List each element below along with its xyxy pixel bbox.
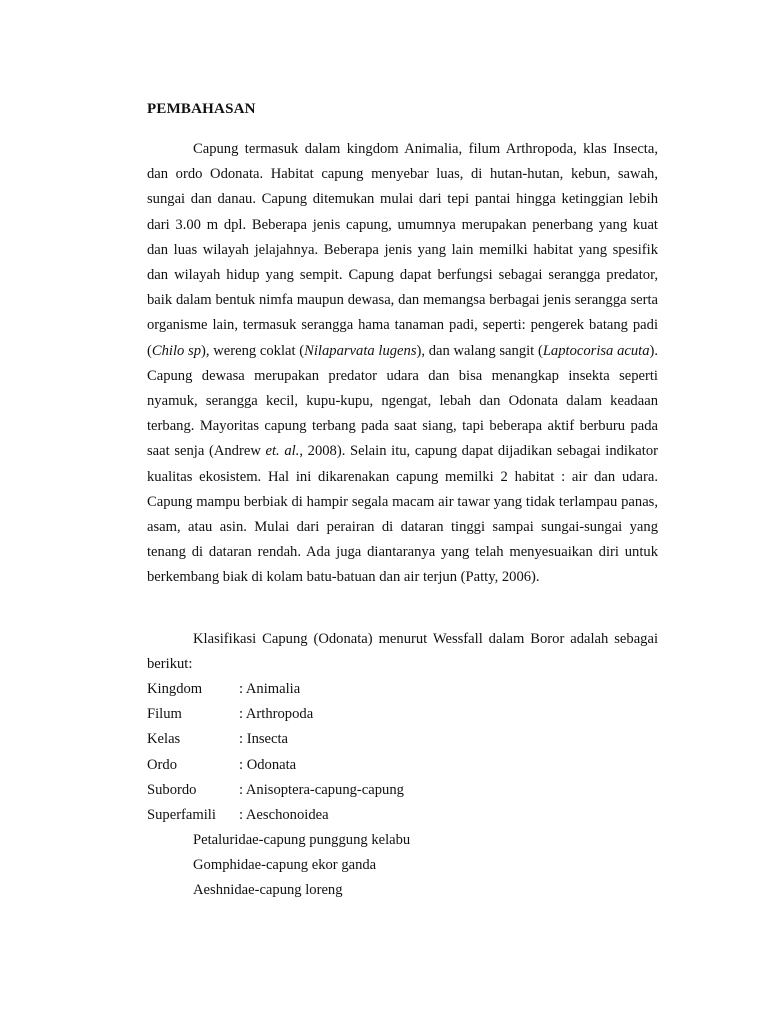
section-heading: PEMBAHASAN: [147, 101, 256, 117]
classification-value: : Aeschonoidea: [239, 806, 329, 823]
classification-row: [147, 803, 667, 828]
text-run: ). Capung dewasa merupakan predator udara dan bisa menangkap insekta seperti nyamuk, serangga kecil, kupu-kupu, ngengat, lebah dan Odonata dalam keadaan terbang. Mayoritas capung terbang pada saat siang, tapi beberapa aktif berburu pada saat senja (Andrew: [147, 342, 659, 460]
classification-rank: Kingdom: [147, 681, 203, 697]
text-run: ), wereng coklat (: [201, 342, 305, 359]
species-laptocorisa: Laptocorisa acuta: [542, 342, 650, 359]
paragraph-intro: [147, 137, 658, 591]
paragraph-classification-intro: Klasifikasi Capung (Odonata) menurut Wessfall dalam Boror adalah sebagai berikut:: [147, 631, 658, 673]
classification-rank: Kelas: [147, 731, 181, 748]
classification-value: : Animalia: [239, 681, 301, 697]
classification-rank: Ordo: [147, 756, 177, 773]
family-item: Petaluridae-capung punggung kelabu: [193, 832, 411, 848]
family-list: [193, 828, 410, 904]
classification-value: : Insecta: [239, 731, 289, 748]
classification-value: : Anisoptera-capung-capung: [239, 781, 404, 798]
classification-rank: Subordo: [147, 781, 197, 798]
species-chilo: Chilo sp: [151, 342, 202, 359]
classification-rank: Superfamili: [147, 806, 216, 823]
species-nilaparvata: Nilaparvata lugens: [304, 342, 417, 359]
classification-value: : Arthropoda: [239, 706, 314, 723]
classification-value: : Odonata: [239, 756, 297, 773]
classification-row: [147, 677, 667, 702]
text-run: Capung termasuk dalam kingdom Animalia, filum Arthropoda, klas Insecta, dan ordo Odonata. Habitat capung menyebar luas, di hutan-hutan, kebun, sawah, sungai dan danau. Capung ditemukan mulai dari tepi pantai hingga ketinggian lebih dari 3.00 m dpl. Beberapa jenis capung, umumnya merupakan penerbang yang kuat dan luas wilayah jelajahnya. Beberapa jenis yang lain memilki habitat yang spesifik dan wilayah hidup yang sempit. Capung dapat berfungsi sebagai serangga predator, baik dalam bentuk nimfa maupun dewasa, dan memangsa berbagai jenis serangga serta organisme lain, termasuk serangga hama tanaman padi, seperti: pengerek batang padi (: [147, 141, 658, 359]
family-item: Aeshnidae-capung loreng: [193, 882, 343, 899]
classification-rank: Filum: [147, 706, 182, 723]
classification-list: [147, 677, 667, 828]
family-item: Gomphidae-capung ekor ganda: [193, 857, 377, 874]
classification-row: [147, 753, 667, 778]
classification-row: [147, 702, 667, 727]
classification-row: [147, 727, 667, 752]
citation-et-al: et. al.: [265, 443, 300, 460]
text-run: ), dan walang sangit (: [416, 342, 543, 359]
classification-row: [147, 778, 667, 803]
text-run: , 2008). Selain itu, capung dapat dijadikan sebagai indikator kualitas ekosistem. Hal ini dikarenakan capung memilki 2 habitat : air dan udara. Capung mampu berbiak di hampir segala macam air tawar yang tidak terlampau panas, asam, atau asin. Mulai dari perairan di dataran tinggi sampai sungai-sungai yang tenang di dataran rendah. Ada juga diantaranya yang telah menyesuaikan diri untuk berkembang biak di kolam batu-batuan dan air terjun (Patty, 2006).: [147, 443, 658, 586]
